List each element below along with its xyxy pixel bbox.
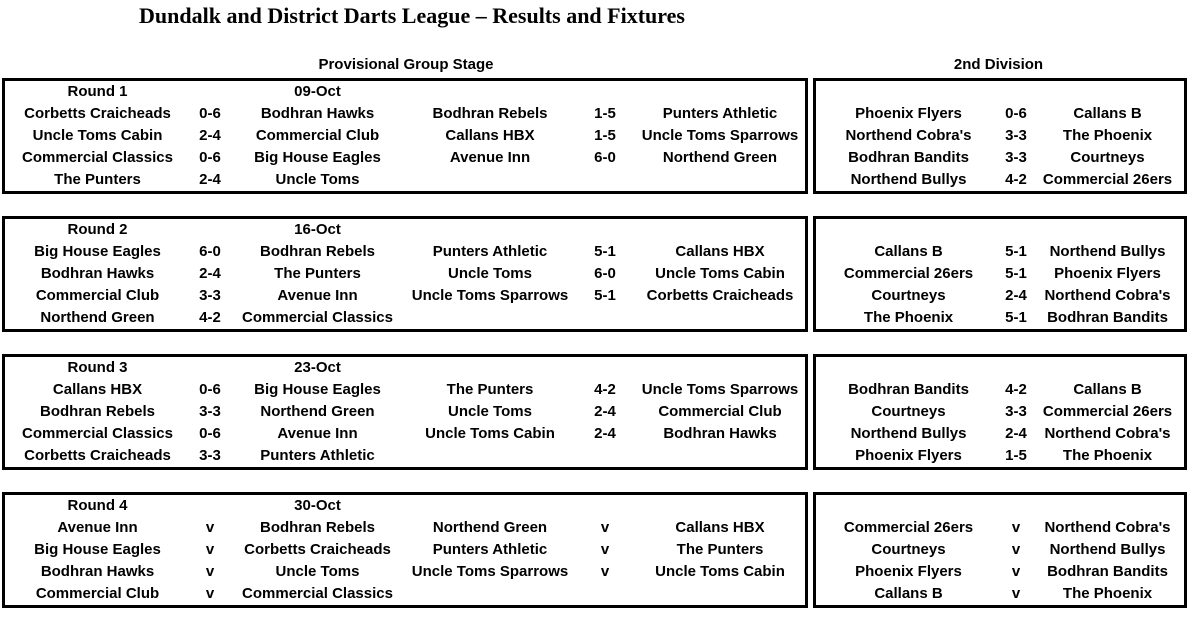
away-team: The Phoenix bbox=[1062, 585, 1153, 602]
away-team: Corbetts Craicheads bbox=[646, 287, 794, 304]
match-score: 3-3 bbox=[1005, 149, 1027, 166]
away-team: Uncle Toms Sparrows bbox=[641, 381, 799, 398]
away-team: Avenue Inn bbox=[277, 425, 358, 442]
away-team: Commercial Classics bbox=[242, 309, 393, 326]
away-team: Commercial 26ers bbox=[1042, 403, 1173, 420]
round-date: 23-Oct bbox=[294, 359, 341, 376]
match-score: v bbox=[600, 519, 610, 536]
home-team: Phoenix Flyers bbox=[855, 447, 962, 464]
spacer-cell bbox=[575, 583, 635, 605]
spacer-cell bbox=[635, 357, 805, 379]
match-score: v bbox=[600, 563, 610, 580]
away-team: Phoenix Flyers bbox=[1054, 265, 1161, 282]
away-team: Punters Athletic bbox=[662, 105, 778, 122]
round-label: Round 4 bbox=[67, 497, 128, 514]
spacer-cell bbox=[575, 445, 635, 467]
match-score: 3-3 bbox=[1005, 403, 1027, 420]
away-team: Callans B bbox=[1073, 381, 1142, 398]
home-team: Uncle Toms Cabin bbox=[32, 127, 163, 144]
home-team: Big House Eagles bbox=[34, 243, 161, 260]
away-team: Northend Green bbox=[662, 149, 778, 166]
spacer-cell bbox=[816, 81, 1001, 103]
away-team: Commercial Classics bbox=[242, 585, 393, 602]
match-score: 4-2 bbox=[1005, 171, 1027, 188]
second-division-box bbox=[813, 78, 1187, 194]
match-score: 5-1 bbox=[1005, 265, 1027, 282]
second-division-box bbox=[813, 492, 1187, 608]
away-team: Commercial Club bbox=[658, 403, 782, 420]
home-team: Bodhran Bandits bbox=[848, 381, 969, 398]
match-score: 1-5 bbox=[1005, 447, 1027, 464]
spacer-cell bbox=[635, 307, 805, 329]
home-team: Uncle Toms Sparrows bbox=[411, 563, 569, 580]
home-team: Callans HBX bbox=[445, 127, 535, 144]
round-date: 16-Oct bbox=[294, 221, 341, 238]
spacer-cell bbox=[635, 219, 805, 241]
away-team: Corbetts Craicheads bbox=[244, 541, 391, 558]
away-team: Bodhran Bandits bbox=[1047, 563, 1168, 580]
match-score: 2-4 bbox=[594, 403, 616, 420]
home-team: Big House Eagles bbox=[34, 541, 161, 558]
round-label: Round 3 bbox=[67, 359, 128, 376]
spacer-cell bbox=[1001, 357, 1031, 379]
spacer-cell bbox=[190, 219, 230, 241]
match-score: v bbox=[1011, 541, 1021, 558]
spacer-cell bbox=[405, 219, 575, 241]
away-team: Uncle Toms bbox=[275, 563, 360, 580]
round-label: Round 1 bbox=[67, 83, 128, 100]
spacer-cell bbox=[635, 583, 805, 605]
away-team: Courtneys bbox=[1070, 149, 1145, 166]
group-stage-box bbox=[2, 354, 808, 470]
spacer-cell bbox=[1001, 495, 1031, 517]
second-division-header: 2nd Division bbox=[953, 56, 1044, 73]
spacer-cell bbox=[1031, 495, 1184, 517]
match-score: 3-3 bbox=[199, 287, 221, 304]
match-score: 3-3 bbox=[1005, 127, 1027, 144]
spacer-cell bbox=[405, 583, 575, 605]
away-team: Bodhran Rebels bbox=[259, 243, 376, 260]
home-team: Commercial Club bbox=[35, 287, 160, 304]
away-team: Callans HBX bbox=[675, 243, 765, 260]
away-team: The Punters bbox=[676, 541, 764, 558]
spacer-cell bbox=[816, 495, 1001, 517]
away-team: Bodhran Hawks bbox=[663, 425, 777, 442]
match-score: 5-1 bbox=[594, 287, 616, 304]
home-team: Bodhran Bandits bbox=[848, 149, 969, 166]
away-team: Big House Eagles bbox=[254, 381, 381, 398]
home-team: The Phoenix bbox=[863, 309, 954, 326]
match-score: 4-2 bbox=[594, 381, 616, 398]
away-team: Callans B bbox=[1073, 105, 1142, 122]
home-team: Northend Bullys bbox=[850, 171, 967, 188]
match-score: v bbox=[600, 541, 610, 558]
home-team: Avenue Inn bbox=[449, 149, 531, 166]
home-team: The Punters bbox=[446, 381, 534, 398]
home-team: Northend Cobra's bbox=[845, 127, 972, 144]
round-block-3 bbox=[2, 354, 1188, 470]
match-score: 5-1 bbox=[1005, 309, 1027, 326]
away-team: Northend Bullys bbox=[1049, 243, 1166, 260]
home-team: The Punters bbox=[54, 171, 141, 188]
round-block-2 bbox=[2, 216, 1188, 332]
group-stage-grid bbox=[5, 495, 805, 605]
home-team: Commercial Classics bbox=[22, 149, 173, 166]
spacer-cell bbox=[635, 81, 805, 103]
home-team: Punters Athletic bbox=[432, 243, 548, 260]
match-score: 4-2 bbox=[199, 309, 221, 326]
home-team: Bodhran Rebels bbox=[39, 403, 156, 420]
away-team: The Punters bbox=[274, 265, 361, 282]
match-score: 0-6 bbox=[199, 381, 221, 398]
spacer-cell bbox=[1001, 81, 1031, 103]
home-team: Phoenix Flyers bbox=[855, 563, 962, 580]
home-team: Uncle Toms bbox=[448, 265, 532, 282]
away-team: Uncle Toms Sparrows bbox=[641, 127, 799, 144]
away-team: Avenue Inn bbox=[277, 287, 358, 304]
second-division-grid bbox=[816, 357, 1184, 467]
away-team: Commercial 26ers bbox=[1042, 171, 1173, 188]
spacer-cell bbox=[575, 81, 635, 103]
home-team: Callans B bbox=[874, 243, 943, 260]
home-team: Phoenix Flyers bbox=[855, 105, 962, 122]
rounds-container bbox=[0, 78, 1188, 608]
home-team: Courtneys bbox=[871, 541, 946, 558]
match-score: 6-0 bbox=[594, 149, 616, 166]
away-team: The Phoenix bbox=[1062, 447, 1153, 464]
home-team: Commercial Classics bbox=[22, 425, 173, 442]
home-team: Commercial Club bbox=[35, 585, 160, 602]
spacer-cell bbox=[405, 81, 575, 103]
match-score: 2-4 bbox=[199, 127, 221, 144]
group-stage-box bbox=[2, 492, 808, 608]
home-team: Courtneys bbox=[871, 403, 946, 420]
home-team: Avenue Inn bbox=[57, 519, 138, 536]
away-team: Northend Cobra's bbox=[1044, 287, 1171, 304]
home-team: Bodhran Hawks bbox=[40, 265, 155, 282]
home-team: Corbetts Craicheads bbox=[24, 447, 171, 464]
spacer-cell bbox=[635, 445, 805, 467]
spacer-cell bbox=[1031, 219, 1184, 241]
home-team: Commercial 26ers bbox=[843, 519, 974, 536]
spacer-cell bbox=[1031, 81, 1184, 103]
home-team: Punters Athletic bbox=[432, 541, 548, 558]
second-division-grid bbox=[816, 495, 1184, 605]
away-team: Northend Cobra's bbox=[1044, 519, 1171, 536]
match-score: 2-4 bbox=[1005, 425, 1027, 442]
spacer-cell bbox=[575, 169, 635, 191]
match-score: v bbox=[205, 585, 215, 602]
home-team: Uncle Toms Cabin bbox=[425, 425, 555, 442]
round-label: Round 2 bbox=[67, 221, 128, 238]
second-division-grid bbox=[816, 81, 1184, 191]
page-title: Dundalk and District Darts League – Results and Fixtures bbox=[139, 3, 685, 28]
match-score: v bbox=[205, 541, 215, 558]
group-stage-grid bbox=[5, 357, 805, 467]
match-score: v bbox=[1011, 519, 1021, 536]
away-team: Uncle Toms bbox=[275, 171, 360, 188]
away-team: Bodhran Rebels bbox=[259, 519, 376, 536]
group-stage-box bbox=[2, 216, 808, 332]
spacer-cell bbox=[816, 219, 1001, 241]
group-stage-header: Provisional Group Stage bbox=[318, 56, 494, 73]
match-score: 4-2 bbox=[1005, 381, 1027, 398]
home-team: Northend Bullys bbox=[850, 425, 967, 442]
match-score: 5-1 bbox=[594, 243, 616, 260]
away-team: Punters Athletic bbox=[260, 447, 375, 464]
match-score: v bbox=[1011, 563, 1021, 580]
home-team: Corbetts Craicheads bbox=[24, 105, 171, 122]
spacer-cell bbox=[405, 495, 575, 517]
spacer-cell bbox=[575, 495, 635, 517]
match-score: 0-6 bbox=[199, 149, 221, 166]
home-team: Uncle Toms bbox=[448, 403, 532, 420]
away-team: Uncle Toms Cabin bbox=[655, 265, 785, 282]
spacer-cell bbox=[575, 357, 635, 379]
match-score: 0-6 bbox=[199, 425, 221, 442]
spacer-cell bbox=[405, 307, 575, 329]
match-score: 1-5 bbox=[594, 105, 616, 122]
round-date: 30-Oct bbox=[294, 497, 341, 514]
away-team: Northend Bullys bbox=[1049, 541, 1166, 558]
match-score: v bbox=[205, 519, 215, 536]
match-score: 3-3 bbox=[199, 403, 221, 420]
match-score: 2-4 bbox=[1005, 287, 1027, 304]
away-team: Callans HBX bbox=[675, 519, 765, 536]
match-score: 1-5 bbox=[594, 127, 616, 144]
spacer-cell bbox=[190, 357, 230, 379]
second-division-box bbox=[813, 216, 1187, 332]
spacer-cell bbox=[635, 169, 805, 191]
group-stage-grid bbox=[5, 219, 805, 329]
match-score: v bbox=[205, 563, 215, 580]
home-team: Northend Green bbox=[432, 519, 548, 536]
away-team: Big House Eagles bbox=[254, 149, 381, 166]
spacer-cell bbox=[405, 169, 575, 191]
spacer-cell bbox=[190, 81, 230, 103]
match-score: 6-0 bbox=[594, 265, 616, 282]
home-team: Uncle Toms Sparrows bbox=[411, 287, 569, 304]
away-team: Bodhran Hawks bbox=[260, 105, 375, 122]
away-team: Commercial Club bbox=[255, 127, 380, 144]
match-score: v bbox=[1011, 585, 1021, 602]
match-score: 0-6 bbox=[1005, 105, 1027, 122]
spacer-cell bbox=[635, 495, 805, 517]
match-score: 2-4 bbox=[594, 425, 616, 442]
away-team: Northend Cobra's bbox=[1044, 425, 1171, 442]
away-team: Uncle Toms Cabin bbox=[655, 563, 785, 580]
home-team: Northend Green bbox=[40, 309, 155, 326]
away-team: Bodhran Bandits bbox=[1047, 309, 1168, 326]
round-block-4 bbox=[2, 492, 1188, 608]
spacer-cell bbox=[405, 445, 575, 467]
match-score: 2-4 bbox=[199, 171, 221, 188]
match-score: 0-6 bbox=[199, 105, 221, 122]
spacer-cell bbox=[405, 357, 575, 379]
home-team: Callans B bbox=[874, 585, 943, 602]
home-team: Bodhran Rebels bbox=[432, 105, 548, 122]
away-team: The Phoenix bbox=[1062, 127, 1153, 144]
group-stage-grid bbox=[5, 81, 805, 191]
match-score: 6-0 bbox=[199, 243, 221, 260]
round-date: 09-Oct bbox=[294, 83, 341, 100]
spacer-cell bbox=[1031, 357, 1184, 379]
group-stage-box bbox=[2, 78, 808, 194]
home-team: Commercial 26ers bbox=[843, 265, 974, 282]
round-block-1 bbox=[2, 78, 1188, 194]
match-score: 2-4 bbox=[199, 265, 221, 282]
match-score: 5-1 bbox=[1005, 243, 1027, 260]
match-score: 3-3 bbox=[199, 447, 221, 464]
spacer-cell bbox=[190, 495, 230, 517]
home-team: Bodhran Hawks bbox=[40, 563, 155, 580]
home-team: Courtneys bbox=[871, 287, 946, 304]
second-division-grid bbox=[816, 219, 1184, 329]
spacer-cell bbox=[575, 307, 635, 329]
second-division-box bbox=[813, 354, 1187, 470]
spacer-cell bbox=[816, 357, 1001, 379]
home-team: Callans HBX bbox=[52, 381, 143, 398]
spacer-cell bbox=[575, 219, 635, 241]
column-headers-row bbox=[0, 56, 1188, 74]
spacer-cell bbox=[1001, 219, 1031, 241]
away-team: Northend Green bbox=[260, 403, 375, 420]
